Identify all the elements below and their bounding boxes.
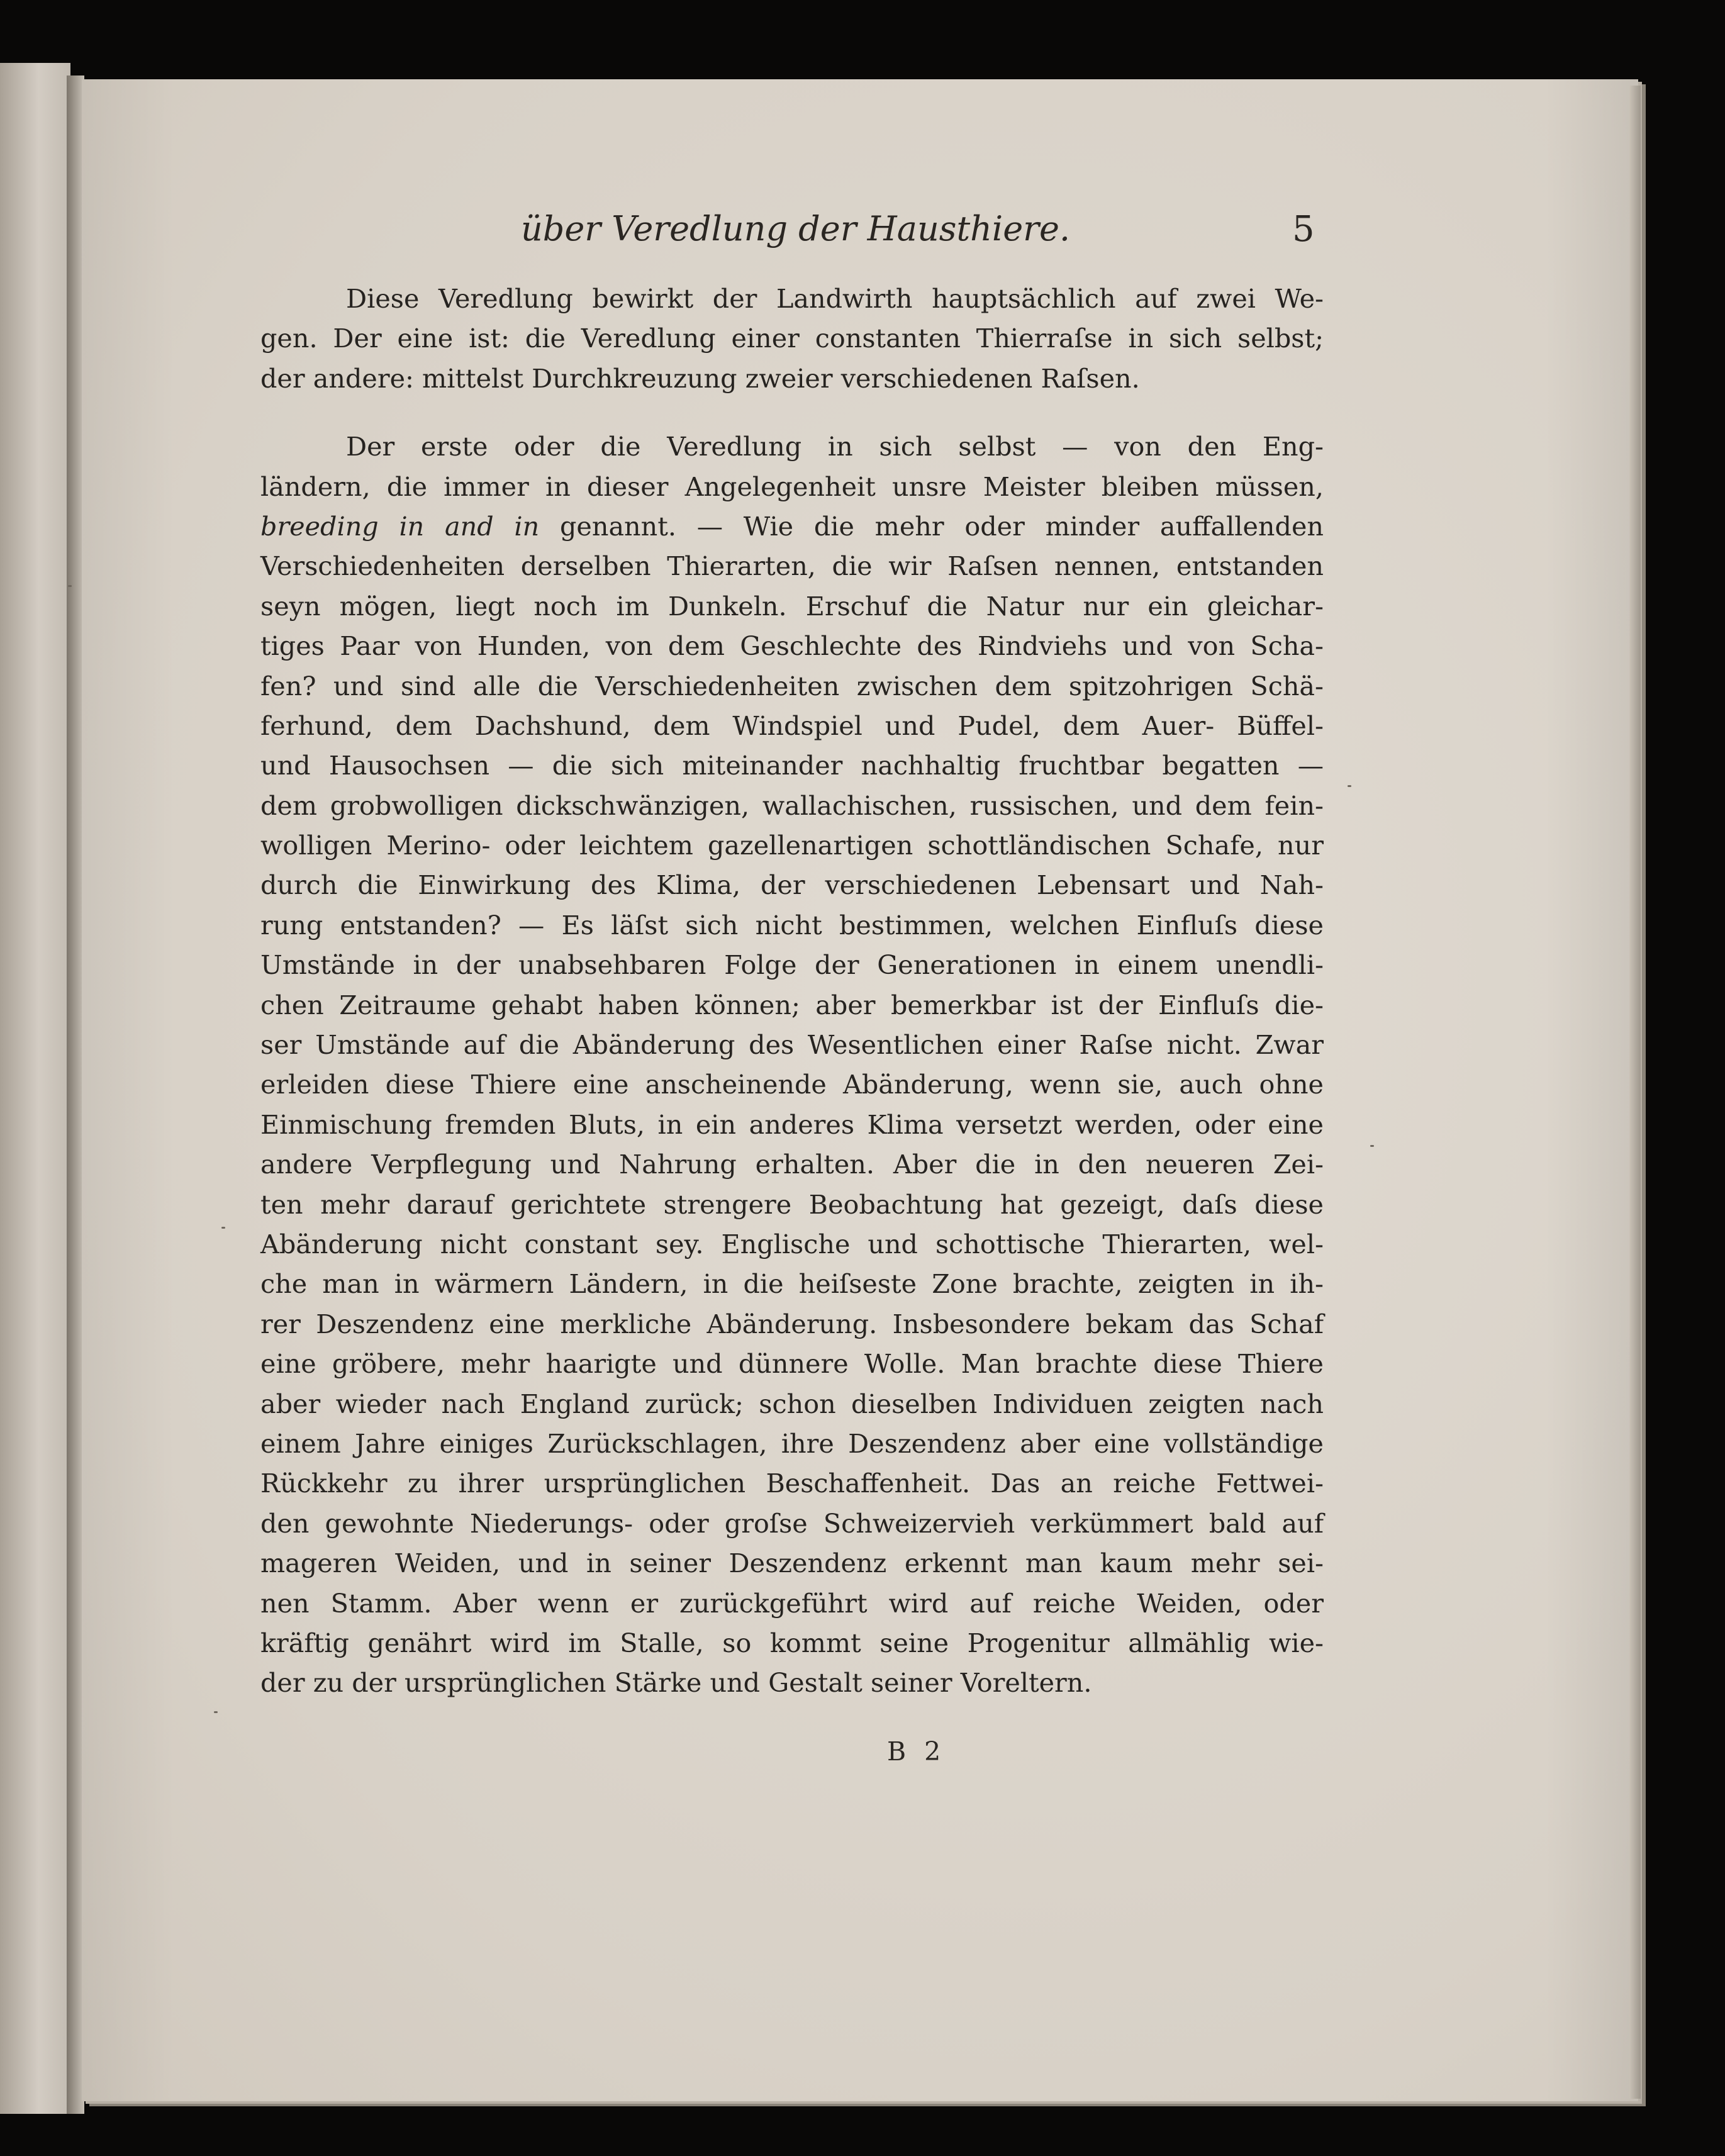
text-line: Einmischung fremden Bluts, in ein anderes Klima versetzt werden, oder eine bbox=[260, 1109, 1324, 1140]
text-line: Rückkehr zu ihrer ursprünglichen Beschaffenheit. Das an reiche Fettwei- bbox=[260, 1468, 1324, 1499]
text-line: Diese Veredlung bewirkt der Landwirth hauptsächlich auf zwei We- bbox=[346, 284, 1324, 314]
text-line: durch die Einwirkung des Klima, der verschiedenen Lebensart und Nah- bbox=[260, 870, 1324, 901]
text-line bbox=[260, 507, 1324, 547]
text-line: kräftig genährt wird im Stalle, so kommt seine Progenitur allmählig wie- bbox=[260, 1628, 1324, 1658]
text-line: seyn mögen, liegt noch im Dunkeln. Erschuf die Natur nur ein gleichar- bbox=[260, 591, 1324, 622]
text-line: erleiden diese Thiere eine anscheinende Abänderung, wenn sie, auch ohne bbox=[260, 1070, 1324, 1100]
facing-page-edge bbox=[0, 63, 70, 2114]
text-line: der andere: mittelst Durchkreuzung zweier verschiedenen Raſsen. bbox=[260, 363, 1140, 394]
text-line: Umstände in der unabsehbaren Folge der Generationen in einem unendli- bbox=[260, 950, 1324, 981]
text-line: dem grobwolligen dickschwänzigen, wallachischen, russischen, und dem fein- bbox=[260, 790, 1324, 821]
text-line: ferhund, dem Dachshund, dem Windspiel und Pudel, dem Auer- Büffel- bbox=[260, 710, 1324, 741]
text-line-rest: genannt. — Wie die mehr oder minder auffallenden bbox=[559, 511, 1324, 542]
text-line: wolligen Merino- oder leichtem gazellenartigen schottländischen Schafe, nur bbox=[260, 830, 1324, 861]
text-line: mageren Weiden, und in seiner Deszendenz erkennt man kaum mehr sei- bbox=[260, 1548, 1324, 1579]
paper-speck bbox=[1370, 1145, 1374, 1147]
text-line: der zu der ursprünglichen Stärke und Gestalt seiner Voreltern. bbox=[260, 1668, 1092, 1699]
text-line: rung entstanden? — Es läſst sich nicht bestimmen, welchen Einfluſs diese bbox=[260, 910, 1324, 941]
text-line: einem Jahre einiges Zurückschlagen, ihre Deszendenz aber eine vollständige bbox=[260, 1428, 1324, 1459]
text-line: ländern, die immer in dieser Angelegenheit unsre Meister bleiben müssen, bbox=[260, 471, 1324, 502]
italic-phrase: breeding in and in bbox=[260, 511, 540, 542]
paper-speck bbox=[68, 585, 72, 587]
text-line: andere Verpflegung und Nahrung erhalten. Aber die in den neueren Zei- bbox=[260, 1149, 1324, 1180]
text-line: nen Stamm. Aber wenn er zurückgeführt wird auf reiche Weiden, oder bbox=[260, 1588, 1324, 1619]
page-number: 5 bbox=[1292, 209, 1315, 250]
text-line: und Hausochsen — die sich miteinander nachhaltig fruchtbar begatten — bbox=[260, 751, 1324, 781]
paper-speck bbox=[214, 1711, 218, 1713]
text-line: ser Umstände auf die Abänderung des Wesentlichen einer Raſse nicht. Zwar bbox=[260, 1030, 1324, 1061]
text-line: Abänderung nicht constant sey. Englische und schottische Thierarten, wel- bbox=[260, 1229, 1324, 1260]
text-line: eine gröbere, mehr haarigte und dünnere Wolle. Man brachte diese Thiere bbox=[260, 1349, 1324, 1380]
text-line: Verschiedenheiten derselben Thierarten, die wir Raſsen nennen, entstanden bbox=[260, 551, 1324, 582]
body-text bbox=[260, 279, 1324, 1704]
text-line: aber wieder nach England zurück; schon dieselben Individuen zeigten nach bbox=[260, 1388, 1324, 1419]
running-head: über Veredlung der Hausthiere. bbox=[521, 209, 1071, 249]
text-line: den gewohnte Niederungs- oder groſse Schweizervieh verkümmert bald auf bbox=[260, 1508, 1324, 1539]
paper-speck bbox=[221, 1227, 225, 1229]
text-line: Der erste oder die Veredlung in sich selbst — von den Eng- bbox=[346, 432, 1324, 462]
text-line: chen Zeitraume gehabt haben können; aber bemerkbar ist der Einfluſs die- bbox=[260, 990, 1324, 1020]
page-fore-edge bbox=[1629, 86, 1641, 2099]
text-line: che man in wärmern Ländern, in die heiſseste Zone brachte, zeigten in ih- bbox=[260, 1269, 1324, 1300]
paper-speck bbox=[1348, 785, 1351, 787]
text-line: ten mehr darauf gerichtete strengere Beobachtung hat gezeigt, daſs diese bbox=[260, 1189, 1324, 1220]
text-line: fen? und sind alle die Verschiedenheiten zwischen dem spitzohrigen Schä- bbox=[260, 671, 1324, 701]
text-line: gen. Der eine ist: die Veredlung einer constanten Thierraſse in sich selbst; bbox=[260, 323, 1324, 354]
text-line: rer Deszendenz eine merkliche Abänderung. Insbesondere bekam das Schaf bbox=[260, 1309, 1324, 1339]
page-header bbox=[0, 209, 1725, 259]
signature-mark: B 2 bbox=[887, 1736, 946, 1767]
text-line: tiges Paar von Hunden, von dem Geschlechte des Rindviehs und von Scha- bbox=[260, 631, 1324, 662]
